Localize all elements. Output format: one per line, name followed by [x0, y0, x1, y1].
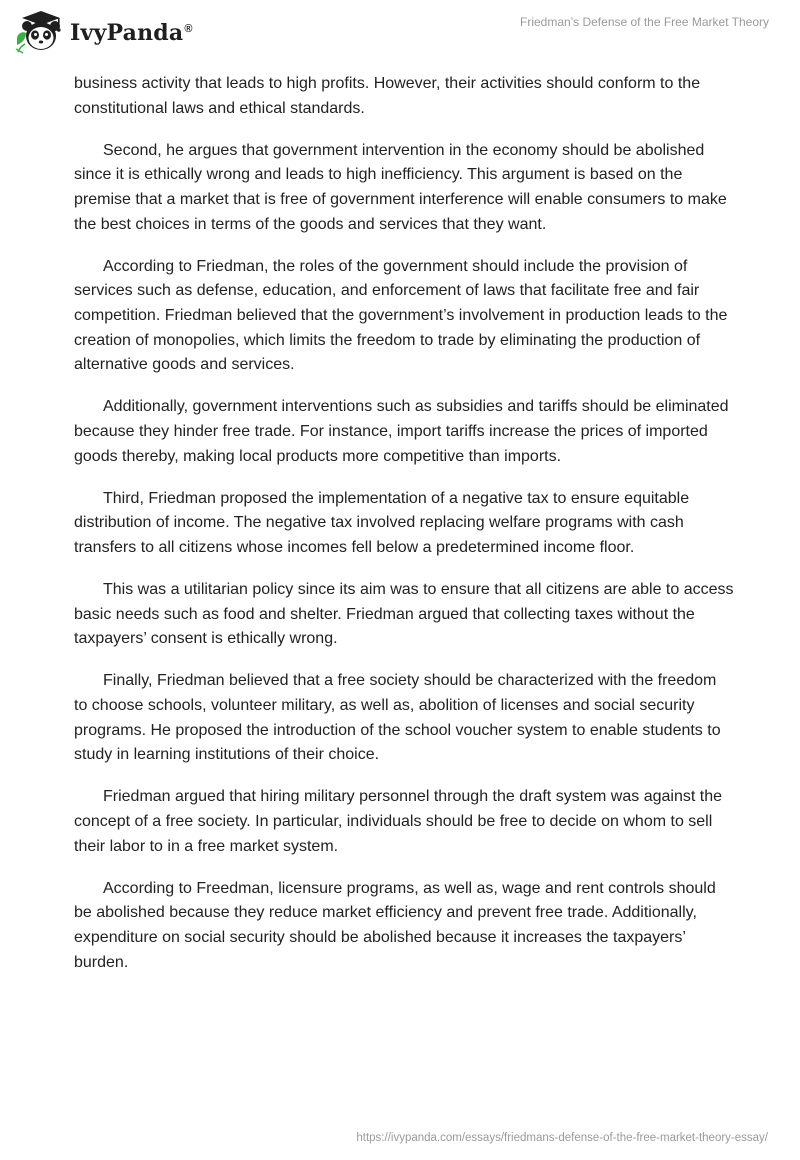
essay-body — [74, 72, 734, 993]
paragraph: According to Freedman, licensure programs, as well as, wage and rent controls should be abolished because they reduce market efficiency and prevent free trade. Additionally, expenditure on social security should be abolished because it increases the taxpayers’ burden. — [74, 879, 716, 971]
paragraph: Finally, Friedman believed that a free society should be characterized with the freedom to choose schools, volunteer military, as well as, abolition of licenses and social security programs. He proposed the introduction of the school voucher system to enable students to study in learning institutions of their choice. — [74, 672, 721, 764]
paragraph: According to Friedman, the roles of the government should include the provision of services such as defense, education, and enforcement of laws that facilitate free and fair competition. Friedman believed that the government’s involvement in production leads to the creation of monopolies, which limits the freedom to trade by eliminating the production of alternative goods and services. — [74, 257, 728, 374]
paragraph: Additionally, government interventions such as subsidies and tariffs should be eliminated because they hinder free trade. For instance, import tariffs increase the prices of imported goods thereby, making local products more competitive than imports. — [74, 398, 729, 465]
paragraph: business activity that leads to high profits. However, their activities should conform to the constitutional laws and ethical standards. — [74, 75, 701, 117]
page-header — [0, 0, 800, 68]
panda-graduate-icon — [14, 9, 64, 55]
document-title: Friedman’s Defense of the Free Market Theory — [520, 15, 769, 29]
logo-wordmark: IvyPanda® — [70, 20, 193, 46]
paragraph: This was a utilitarian policy since its aim was to ensure that all citizens are able to access basic needs such as food and shelter. Friedman argued that collecting taxes without the taxpayers’ consent is ethically wrong. — [74, 581, 734, 648]
source-url[interactable]: https://ivypanda.com/essays/friedmans-defense-of-the-free-market-theory-essay/ — [356, 1132, 768, 1144]
paragraph: Third, Friedman proposed the implementation of a negative tax to ensure equitable distribution of income. The negative tax involved replacing welfare programs with cash transfers to all citizens whose incomes fell below a predetermined income floor. — [74, 489, 690, 556]
paragraph: Second, he argues that government intervention in the economy should be abolished since it is ethically wrong and leads to high inefficiency. This argument is based on the premise that a market that is free of government interference will enable consumers to make the best choices in terms of the goods and services that they want. — [74, 141, 727, 233]
paragraph: Friedman argued that hiring military personnel through the draft system was against the concept of a free society. In particular, individuals should be free to decide on whom to sell their labor to in a free market system. — [74, 788, 722, 855]
registered-mark: ® — [184, 22, 193, 35]
ivypanda-logo[interactable] — [14, 9, 193, 55]
